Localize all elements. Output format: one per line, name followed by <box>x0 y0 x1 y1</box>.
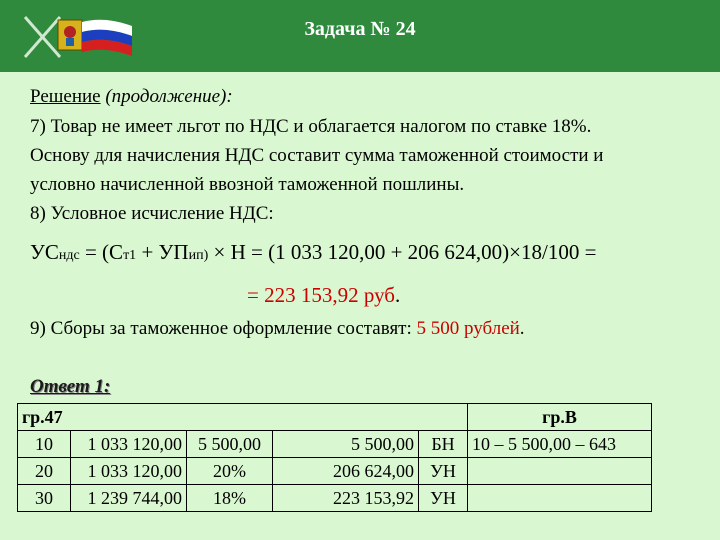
formula-part: + УП <box>136 240 189 264</box>
formula-sub: ип) <box>188 248 209 263</box>
step-7-text-2: Основу для начисления НДС составит сумма таможенной стоимости и <box>30 145 604 166</box>
table-cell: 1 239 744,00 <box>71 485 187 512</box>
table-row <box>18 431 652 458</box>
table-cell: 30 <box>18 485 71 512</box>
header-bar <box>0 0 720 72</box>
table-row <box>18 485 652 512</box>
table-cell: 223 153,92 <box>273 485 419 512</box>
step-7-text: 7) Товар не имеет льгот по НДС и облагается налогом по ставке 18%. <box>30 116 592 137</box>
step-9-prefix: 9) Сборы за таможенное оформление составят: <box>30 318 417 339</box>
table-cell <box>468 458 652 485</box>
formula-sub: т1 <box>123 248 137 263</box>
solution-label: Решение <box>30 86 101 107</box>
table-cell: 20% <box>187 458 273 485</box>
formula-part: УС <box>30 240 59 264</box>
vat-result-dot: . <box>394 283 401 307</box>
table-cell: 18% <box>187 485 273 512</box>
table-cell: БН <box>419 431 468 458</box>
step-7-text-3: условно начисленной ввозной таможенной пошлины. <box>30 174 465 195</box>
answer-table <box>17 403 652 512</box>
answer-label: Ответ 1: <box>30 376 111 397</box>
solution-heading <box>30 86 233 108</box>
table-row <box>18 458 652 485</box>
table-cell: 206 624,00 <box>273 458 419 485</box>
step-9-text <box>30 318 525 340</box>
header-gr47: гр.47 <box>18 404 468 431</box>
page-title: Задача № 24 <box>304 18 416 40</box>
formula-sub: ндс <box>58 248 80 263</box>
formula-part: = (С <box>79 240 124 264</box>
table-cell: 1 033 120,00 <box>71 431 187 458</box>
table-cell: 10 – 5 500,00 – 643 <box>468 431 652 458</box>
table-cell: 20 <box>18 458 71 485</box>
table-cell: УН <box>419 458 468 485</box>
solution-continued: (продолжение): <box>100 86 233 107</box>
header-grb: гр.В <box>468 404 652 431</box>
formula-part: × Н = (1 033 120,00 + 206 624,00)×18/100 = <box>208 240 597 264</box>
table-header-row <box>18 404 652 431</box>
table-cell: 10 <box>18 431 71 458</box>
vat-result <box>247 283 400 308</box>
vat-result-value: = 223 153,92 руб <box>247 283 395 307</box>
table-cell: 1 033 120,00 <box>71 458 187 485</box>
step-8-text: 8) Условное исчисление НДС: <box>30 203 274 224</box>
step-9-value: 5 500 рублей <box>416 318 520 339</box>
table-cell <box>468 485 652 512</box>
table-cell: 5 500,00 <box>273 431 419 458</box>
table-cell: 5 500,00 <box>187 431 273 458</box>
table-cell: УН <box>419 485 468 512</box>
vat-formula <box>30 240 596 265</box>
step-9-suffix: . <box>519 318 525 339</box>
